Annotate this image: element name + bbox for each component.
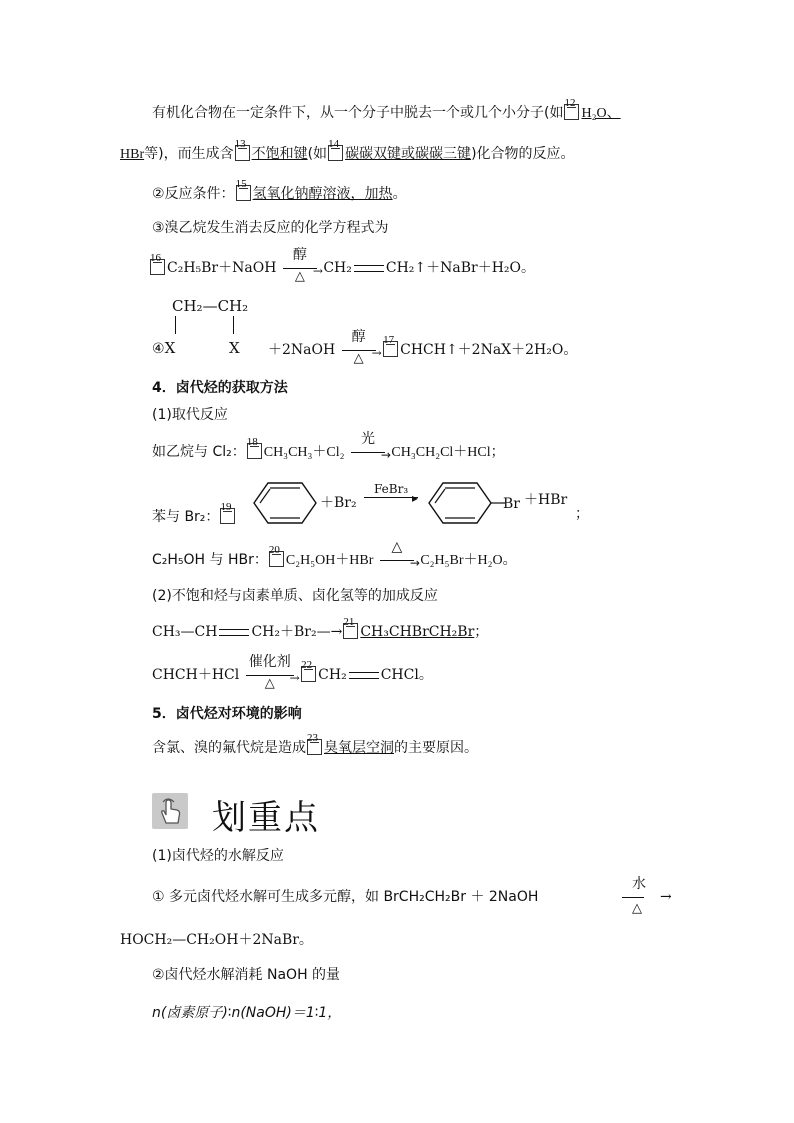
struct-x: X	[164, 339, 176, 357]
equation-text: ；	[474, 624, 489, 640]
equation-text: ＋HBr	[524, 492, 568, 508]
equation-text: CH₂＋Br₂—→	[251, 624, 343, 640]
text-line: ②卤代烃水解消耗 NaOH 的量	[152, 967, 341, 983]
equation-text: ＋2NaOH	[268, 342, 336, 358]
highlight-heading: 划重点	[212, 798, 320, 838]
benzene-icon	[250, 481, 320, 525]
circle-number: ④	[152, 341, 165, 357]
answer-text: CH₃CHBrCH₂Br	[360, 624, 475, 640]
answer-box: 18	[247, 443, 262, 459]
reaction-condition: FeBr₃	[374, 482, 409, 496]
struct-top: CH₂—CH₂	[172, 297, 249, 315]
equation-text: CHCH＋HCl	[152, 667, 240, 683]
reaction-condition: 醇 → △	[342, 343, 376, 357]
reaction-arrow: →	[660, 889, 672, 905]
equation-text: ；	[575, 506, 589, 522]
double-bond	[354, 265, 384, 272]
equation-text: Br	[503, 496, 520, 512]
text-line: (1)卤代烃的水解反应	[152, 848, 284, 864]
answer-box: 15	[236, 185, 251, 201]
answer-text: 碳碳双键或碳碳三键	[345, 146, 472, 162]
equation-text: C₂H₅Br＋H₂O。	[420, 553, 517, 568]
equation-text: C₂H₅OH＋HBr	[285, 553, 374, 568]
text-line: 。	[392, 186, 407, 202]
text-line: 苯与 Br₂：	[152, 509, 220, 525]
reaction-condition: 醇 → △	[283, 261, 317, 275]
text-line: 的主要原因。	[394, 740, 478, 756]
text-line: ① 多元卤代烃水解可生成多元醇，如 BrCH₂CH₂Br ＋ 2NaOH	[152, 889, 539, 905]
equation-text: CHCl。	[380, 667, 433, 683]
answer-box: 12	[564, 104, 579, 120]
equation-text: CH₃CH₂Cl＋HCl；	[391, 445, 505, 460]
hand-pointer-icon	[152, 793, 188, 829]
arrow-head-icon: ▸	[412, 491, 419, 505]
text-line: n(卤素原子)∶n(NaOH)＝1∶1，	[152, 1005, 342, 1021]
text-line: 有机化合物在一定条件下，从一个分子中脱去一个或几个小分子(如	[152, 105, 564, 121]
answer-box: 21	[343, 623, 358, 639]
answer-text: 不饱和键	[251, 146, 308, 162]
reaction-condition: 催化剂 → △	[246, 668, 294, 682]
answer-text: H₂O、	[581, 106, 621, 121]
equation-text: C₂H₅Br＋NaOH	[167, 260, 277, 276]
reaction-condition: 光 →	[351, 445, 385, 459]
answer-text: 臭氧层空洞	[324, 740, 394, 756]
answer-box: 17	[383, 341, 398, 357]
answer-text: 氢氧化钠醇溶液，加热	[252, 186, 393, 202]
answer-box: 13	[235, 145, 250, 161]
answer-box: 16	[150, 259, 165, 275]
struct-bond	[233, 316, 235, 334]
equation-text: CH₂↑＋NaBr＋H₂O。	[385, 260, 536, 276]
equation-text: CH₂	[318, 667, 347, 683]
text-line: ②反应条件：	[152, 186, 235, 202]
section-heading: 5．卤代烃对环境的影响	[152, 706, 302, 722]
text-line: 如乙烷与 Cl₂：	[152, 444, 246, 460]
text-line: )化合物的反应。	[471, 146, 575, 162]
answer-box: 19	[220, 508, 235, 524]
equation-text: HOCH₂—CH₂OH＋2NaBr。	[120, 932, 313, 948]
struct-x: X	[229, 339, 240, 357]
answer-box: 23	[307, 739, 322, 755]
answer-box: 14	[328, 145, 343, 161]
answer-box: 22	[301, 666, 316, 682]
equation-text: ＋Br₂	[320, 495, 357, 511]
equation-text: CH₃—CH	[152, 624, 218, 640]
equation-text: CH₂	[323, 260, 352, 276]
reaction-condition: △ →	[380, 553, 414, 567]
text-line: C₂H₅OH 与 HBr：	[152, 552, 268, 568]
text-line: 含氯、溴的氟代烷是造成	[152, 740, 306, 756]
equation-text: CHCH↑＋2NaX＋2H₂O。	[400, 342, 578, 358]
text-line: ③溴乙烷发生消去反应的化学方程式为	[152, 220, 389, 236]
benzene-icon	[425, 481, 505, 525]
double-bond	[349, 672, 379, 679]
subsection-heading: (1)取代反应	[152, 407, 228, 423]
equation-text: CH₃CH₃＋Cl₂	[263, 445, 345, 460]
struct-bond	[175, 316, 177, 334]
double-bond	[219, 629, 249, 636]
text-line: (如	[307, 146, 328, 162]
section-heading: 4．卤代烃的获取方法	[152, 380, 288, 396]
subsection-heading: (2)不饱和烃与卤素单质、卤化氢等的加成反应	[152, 588, 438, 604]
reaction-arrow	[364, 497, 418, 498]
text-line: 等)，而生成含	[144, 146, 234, 162]
answer-text: HBr	[120, 147, 145, 162]
answer-box: 20	[269, 551, 284, 567]
